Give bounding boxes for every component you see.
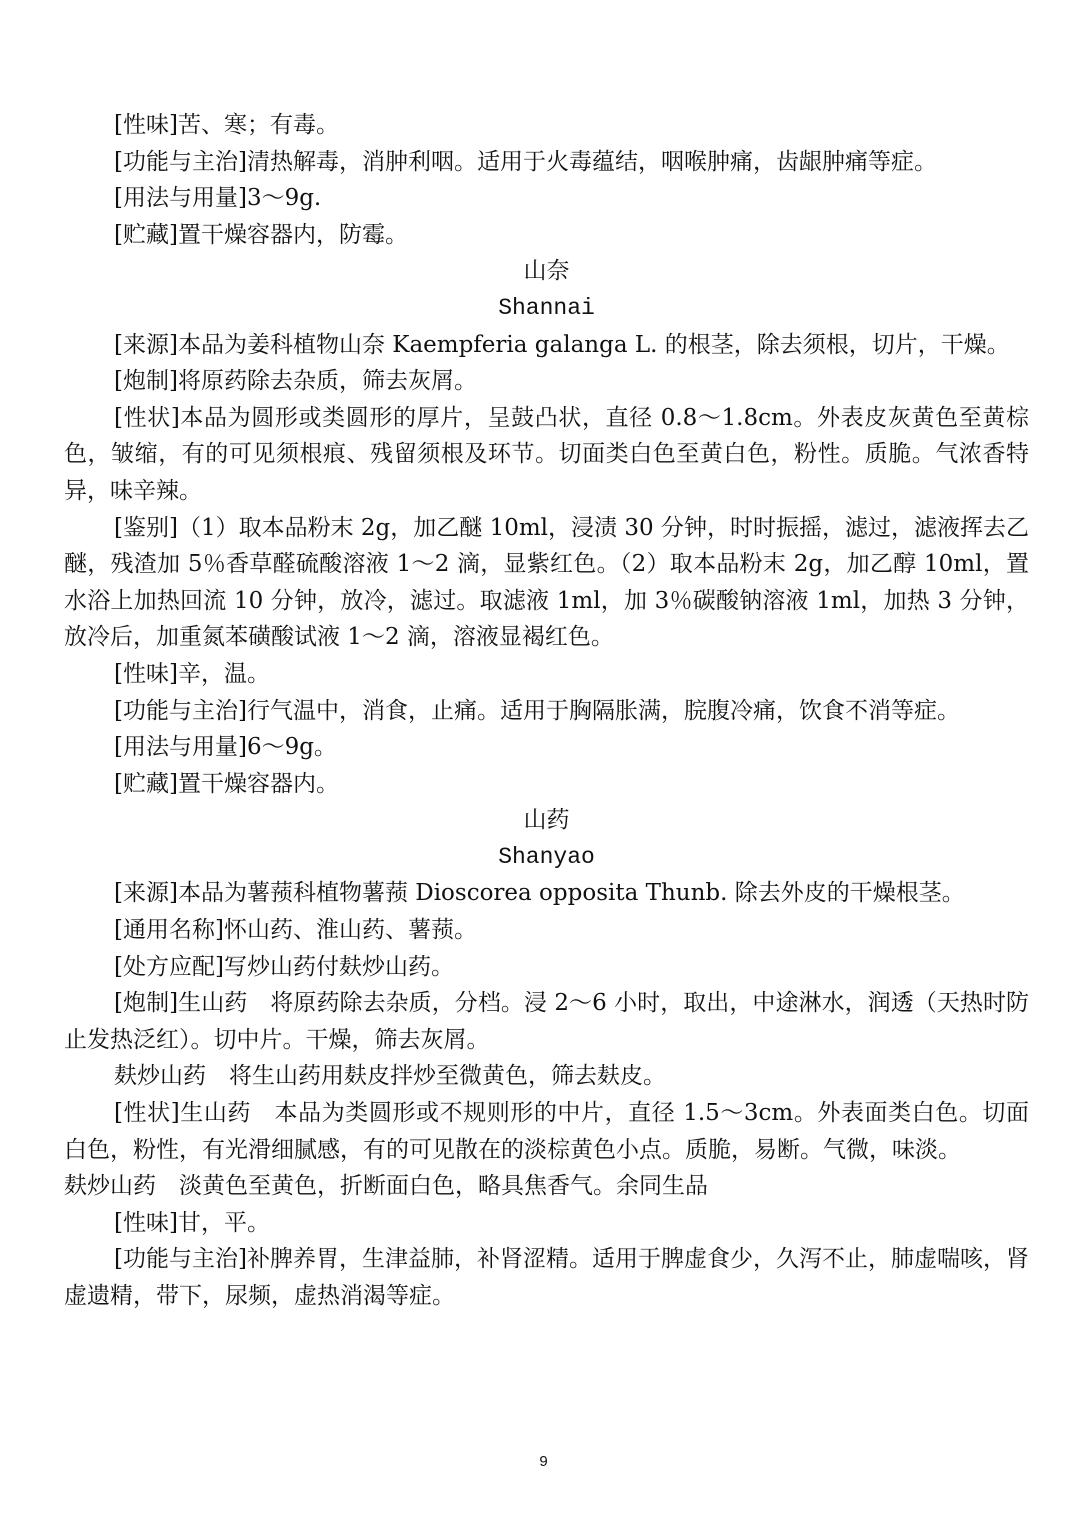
prev-yongfa: [用法与用量]3～9g.	[114, 185, 322, 212]
shanyao-paozhi: [炮制]生山药 将原药除去杂质，分档。浸 2～6 小时，取出，中途淋水，润透（天热时防止发热泛红）。切中片。干燥，筛去灰屑。	[64, 990, 1029, 1053]
shannai-laiyuan: [来源]本品为姜科植物山奈 Kaempferia galanga L. 的根茎，除去须根，切片，干燥。	[114, 331, 1010, 358]
shanyao-title: 山药	[523, 807, 570, 834]
shannai-gongneng: [功能与主治]行气温中，消食，止痛。适用于胸隔胀满，脘腹冷痛，饮食不消等症。	[114, 697, 960, 724]
shannai-jianbie: [鉴别]（1）取本品粉末 2g，加乙醚 10ml，浸渍 30 分钟，时时振摇，滤过，滤液挥去乙醚，残渣加 5％香草醛硫酸溶液 1～2 滴，显紫红色。（2）取本品粉末 2g，加乙醇 10ml，置水浴上加热回流 10 分钟，放冷，滤过。取滤液 1ml，加 3％碳酸钠溶液 1ml，加热 3 分钟，放冷后，加重氮苯磺酸试液 1～2 滴，溶液显褐红色。	[64, 514, 1029, 651]
shanyao-pinyin: Shanyao	[498, 843, 595, 870]
shanyao-gongneng: [功能与主治]补脾养胃，生津益肺，补肾涩精。适用于脾虚食少，久泻不止，肺虚喘咳，肾虚遗精，带下，尿频，虚热消渴等症。	[64, 1246, 1029, 1309]
shannai-title: 山奈	[523, 258, 570, 285]
shannai-xingwei: [性味]辛，温。	[114, 660, 270, 687]
shanyao-laiyuan: [来源]本品为薯蓣科植物薯蓣 Dioscorea opposita Thunb. 除去外皮的干燥根茎。	[114, 880, 965, 907]
shannai-pinyin: Shannai	[498, 294, 595, 321]
shannai-paozhi: [炮制]将原药除去杂质，筛去灰屑。	[114, 368, 477, 395]
shanyao-xingwei: [性味]甘，平。	[114, 1209, 270, 1236]
shannai-zhucang: [贮藏]置干燥容器内。	[114, 770, 339, 797]
shanyao-chufang: [处方应配]写炒山药付麸炒山药。	[114, 953, 454, 980]
shannai-yongfa: [用法与用量]6～9g。	[114, 734, 337, 761]
shanyao-xingzhuang: [性状]生山药 本品为类圆形或不规则形的中片，直径 1.5～3cm。外表面类白色。切面白色，粉性，有光滑细腻感，有的可见散在的淡棕黄色小点。质脆，易断。气微，味淡。	[64, 1100, 1029, 1163]
prev-xingwei: [性味]苦、寒；有毒。	[114, 112, 339, 138]
shannai-xingzhuang: [性状]本品为圆形或类圆形的厚片，呈鼓凸状，直径 0.8～1.8cm。外表皮灰黄色至黄棕色，皱缩，有的可见须根痕、残留须根及环节。切面类白色至黄白色，粉性。质脆。气浓香特异，味辛辣。	[64, 404, 1029, 504]
shanyao-tongyong: [通用名称]怀山药、淮山药、薯蓣。	[114, 917, 477, 944]
page-number: 9	[539, 1453, 548, 1470]
prev-zhucang: [贮藏]置干燥容器内，防霉。	[114, 221, 408, 248]
shanyao-paozhi-fuchao: 麸炒山药 将生山药用麸皮拌炒至微黄色，筛去麸皮。	[114, 1063, 666, 1090]
prev-gongneng: [功能与主治]清热解毒，消肿利咽。适用于火毒蕴结，咽喉肿痛，齿龈肿痛等症。	[114, 148, 937, 175]
shanyao-xingzhuang-fuchao: 麸炒山药 淡黄色至黄色，折断面白色，略具焦香气。余同生品	[64, 1173, 708, 1200]
